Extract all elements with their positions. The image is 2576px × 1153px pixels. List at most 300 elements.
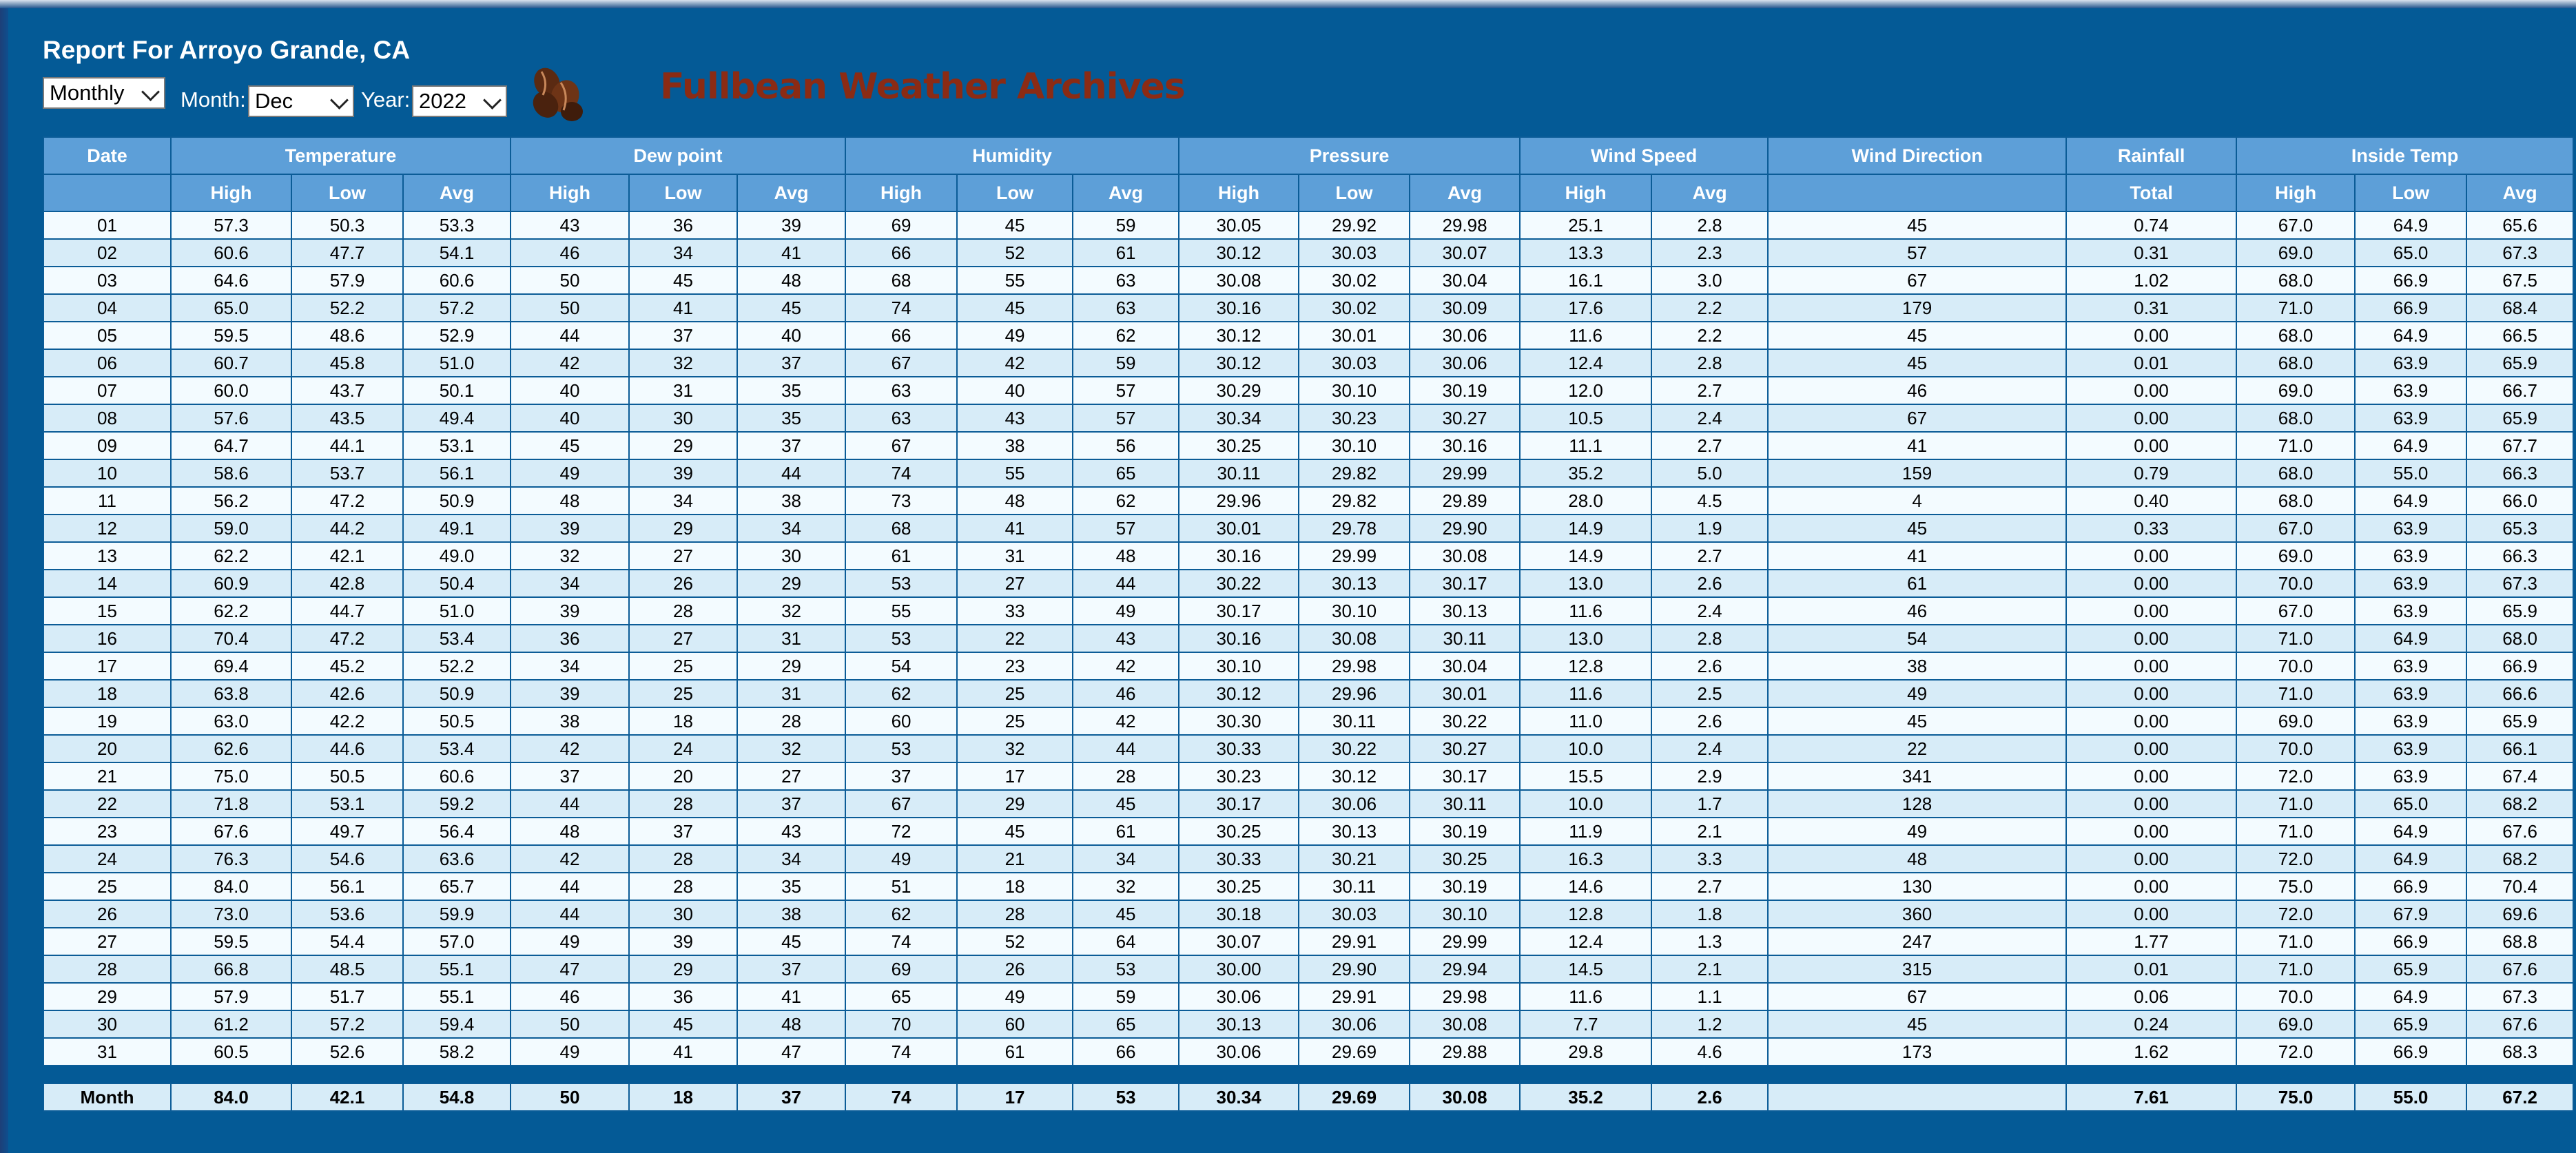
table-row — [43, 267, 2573, 294]
table-cell: 29.8 — [1520, 1038, 1651, 1066]
table-cell: 28 — [43, 955, 171, 983]
table-cell: 2.4 — [1651, 735, 1768, 762]
table-cell: 29 — [737, 570, 845, 597]
table-cell: 12.4 — [1520, 928, 1651, 955]
col-group-wind-direction: Wind Direction — [1768, 137, 2066, 174]
weather-report-table — [43, 136, 2574, 1112]
table-cell: 30.19 — [1410, 377, 1520, 404]
table-cell: 05 — [43, 322, 171, 349]
table-cell: 30.06 — [1179, 1038, 1299, 1066]
table-cell: 2.6 — [1651, 652, 1768, 680]
table-cell: 48 — [511, 487, 629, 515]
table-cell: 34 — [511, 570, 629, 597]
table-cell: 47 — [737, 1038, 845, 1066]
table-cell: 45 — [1768, 1010, 2066, 1038]
table-row — [43, 570, 2573, 597]
table-cell: 65.9 — [2355, 955, 2466, 983]
table-cell: 179 — [1768, 294, 2066, 322]
sub-header-cell: Low — [629, 174, 737, 211]
table-cell: 36 — [511, 625, 629, 652]
month-select-value: Dec — [255, 89, 293, 113]
table-cell: 40 — [957, 377, 1073, 404]
table-cell: 69 — [845, 211, 957, 239]
table-cell: 65 — [845, 983, 957, 1010]
table-cell: 28 — [629, 597, 737, 625]
table-cell: 71.0 — [2236, 294, 2355, 322]
table-cell: 45 — [1073, 790, 1179, 818]
table-cell: 67.7 — [2466, 432, 2573, 459]
sub-header-cell: Avg — [1410, 174, 1520, 211]
table-cell: 30.22 — [1410, 707, 1520, 735]
table-cell: 34 — [737, 515, 845, 542]
table-cell: 30.27 — [1410, 404, 1520, 432]
table-cell: 44 — [511, 873, 629, 900]
table-cell: 12.8 — [1520, 900, 1651, 928]
table-cell: 63.9 — [2355, 680, 2466, 707]
table-cell: 31 — [43, 1038, 171, 1066]
table-cell: 30.19 — [1410, 873, 1520, 900]
table-cell: 30.25 — [1179, 818, 1299, 845]
table-cell: 65 — [1073, 1010, 1179, 1038]
table-row — [43, 873, 2573, 900]
table-cell: 58.2 — [403, 1038, 511, 1066]
table-cell: 45 — [1768, 707, 2066, 735]
table-cell: 59 — [1073, 349, 1179, 377]
table-cell: 66.9 — [2466, 652, 2573, 680]
table-cell: 50 — [511, 267, 629, 294]
table-cell: 27 — [43, 928, 171, 955]
table-cell: 2.6 — [1651, 707, 1768, 735]
table-cell: 29.98 — [1410, 983, 1520, 1010]
table-cell: 26 — [43, 900, 171, 928]
period-select[interactable] — [43, 77, 165, 109]
table-cell: 67.6 — [2466, 818, 2573, 845]
table-row — [43, 432, 2573, 459]
table-cell: 30.13 — [1299, 570, 1410, 597]
table-cell: 30.23 — [1179, 762, 1299, 790]
table-cell: 38 — [1768, 652, 2066, 680]
summary-cell: 42.1 — [291, 1083, 403, 1111]
table-cell: 46 — [511, 983, 629, 1010]
table-cell: 49.1 — [403, 515, 511, 542]
table-cell: 0.00 — [2066, 322, 2236, 349]
table-row — [43, 377, 2573, 404]
table-cell: 0.00 — [2066, 625, 2236, 652]
table-cell: 62 — [845, 900, 957, 928]
month-select[interactable] — [248, 85, 354, 117]
table-cell: 59.9 — [403, 900, 511, 928]
table-cell: 48 — [737, 267, 845, 294]
table-cell: 14.9 — [1520, 542, 1651, 570]
summary-cell: 55.0 — [2355, 1083, 2466, 1111]
table-cell: 64.9 — [2355, 625, 2466, 652]
table-cell: 61.2 — [171, 1010, 291, 1038]
table-cell: 2.1 — [1651, 955, 1768, 983]
table-row — [43, 680, 2573, 707]
table-cell: 59.5 — [171, 928, 291, 955]
table-cell: 60.6 — [171, 239, 291, 267]
table-cell: 26 — [957, 955, 1073, 983]
table-cell: 46 — [511, 239, 629, 267]
table-row — [43, 487, 2573, 515]
table-cell: 63 — [1073, 294, 1179, 322]
table-cell: 29.90 — [1299, 955, 1410, 983]
table-cell: 17.6 — [1520, 294, 1651, 322]
spacer-cell — [43, 1066, 2573, 1083]
sub-header-cell — [43, 174, 171, 211]
table-cell: 66 — [845, 239, 957, 267]
table-cell: 30.33 — [1179, 735, 1299, 762]
chevron-down-icon — [483, 91, 502, 110]
table-cell: 68.0 — [2236, 267, 2355, 294]
table-cell: 53.1 — [403, 432, 511, 459]
table-cell: 56.1 — [403, 459, 511, 487]
table-cell: 30.16 — [1179, 294, 1299, 322]
table-cell: 48 — [1768, 845, 2066, 873]
table-cell: 45 — [1073, 900, 1179, 928]
table-cell: 61 — [1073, 239, 1179, 267]
table-cell: 50.9 — [403, 487, 511, 515]
table-cell: 68 — [845, 515, 957, 542]
table-cell: 30.09 — [1410, 294, 1520, 322]
table-cell: 14.6 — [1520, 873, 1651, 900]
summary-cell: 67.2 — [2466, 1083, 2573, 1111]
table-cell: 35.2 — [1520, 459, 1651, 487]
table-cell: 70 — [845, 1010, 957, 1038]
table-cell: 66.9 — [2355, 928, 2466, 955]
table-cell: 15 — [43, 597, 171, 625]
table-cell: 29.96 — [1179, 487, 1299, 515]
table-cell: 63.9 — [2355, 762, 2466, 790]
table-cell: 64.9 — [2355, 432, 2466, 459]
table-cell: 63.9 — [2355, 404, 2466, 432]
table-cell: 50.9 — [403, 680, 511, 707]
table-cell: 54.4 — [291, 928, 403, 955]
table-cell: 70.0 — [2236, 652, 2355, 680]
table-cell: 41 — [1768, 542, 2066, 570]
table-cell: 30.18 — [1179, 900, 1299, 928]
table-cell: 57.9 — [291, 267, 403, 294]
table-cell: 49.7 — [291, 818, 403, 845]
table-cell: 65.9 — [2355, 1010, 2466, 1038]
table-cell: 2.4 — [1651, 597, 1768, 625]
table-cell: 1.2 — [1651, 1010, 1768, 1038]
table-cell: 360 — [1768, 900, 2066, 928]
table-cell: 29.98 — [1410, 211, 1520, 239]
table-cell: 30.06 — [1410, 349, 1520, 377]
table-cell: 48.5 — [291, 955, 403, 983]
summary-cell: 30.08 — [1410, 1083, 1520, 1111]
col-group-temperature: Temperature — [171, 137, 511, 174]
table-cell: 1.3 — [1651, 928, 1768, 955]
table-cell: 49 — [511, 1038, 629, 1066]
table-cell: 30.11 — [1410, 790, 1520, 818]
table-cell: 2.9 — [1651, 762, 1768, 790]
table-cell: 52.2 — [403, 652, 511, 680]
table-cell: 72.0 — [2236, 762, 2355, 790]
table-cell: 60.6 — [403, 267, 511, 294]
table-cell: 71.0 — [2236, 790, 2355, 818]
group-header-row — [43, 137, 2573, 174]
sub-header-cell: High — [171, 174, 291, 211]
table-cell: 30.21 — [1299, 845, 1410, 873]
table-cell: 59 — [1073, 211, 1179, 239]
table-cell: 67 — [1768, 983, 2066, 1010]
table-cell: 12.8 — [1520, 652, 1651, 680]
table-cell: 37 — [629, 322, 737, 349]
table-cell: 60.7 — [171, 349, 291, 377]
table-cell: 30.08 — [1179, 267, 1299, 294]
table-cell: 62 — [1073, 487, 1179, 515]
table-cell: 0.74 — [2066, 211, 2236, 239]
table-cell: 43 — [957, 404, 1073, 432]
table-cell: 34 — [511, 652, 629, 680]
table-cell: 40 — [737, 322, 845, 349]
spacer-row — [43, 1066, 2573, 1083]
table-cell: 07 — [43, 377, 171, 404]
table-cell: 52.2 — [291, 294, 403, 322]
table-cell: 48.6 — [291, 322, 403, 349]
table-cell: 46 — [1073, 680, 1179, 707]
table-cell: 37 — [737, 432, 845, 459]
table-cell: 64.9 — [2355, 322, 2466, 349]
table-cell: 71.0 — [2236, 928, 2355, 955]
table-cell: 0.00 — [2066, 707, 2236, 735]
table-cell: 30.29 — [1179, 377, 1299, 404]
table-cell: 46 — [1768, 597, 2066, 625]
table-cell: 30.10 — [1299, 377, 1410, 404]
table-cell: 41 — [737, 239, 845, 267]
table-cell: 2.2 — [1651, 322, 1768, 349]
table-cell: 45 — [1768, 322, 2066, 349]
table-cell: 65.0 — [2355, 790, 2466, 818]
table-cell: 30.12 — [1179, 349, 1299, 377]
table-cell: 0.00 — [2066, 570, 2236, 597]
table-cell: 74 — [845, 459, 957, 487]
table-cell: 74 — [845, 294, 957, 322]
table-cell: 08 — [43, 404, 171, 432]
table-cell: 1.62 — [2066, 1038, 2236, 1066]
table-cell: 1.8 — [1651, 900, 1768, 928]
table-cell: 43 — [737, 818, 845, 845]
table-cell: 51.7 — [291, 983, 403, 1010]
table-row — [43, 735, 2573, 762]
table-cell: 66.9 — [2355, 873, 2466, 900]
table-cell: 51.0 — [403, 597, 511, 625]
sub-header-cell: Avg — [1073, 174, 1179, 211]
table-cell: 38 — [511, 707, 629, 735]
table-cell: 59.5 — [171, 322, 291, 349]
table-cell: 66.9 — [2355, 1038, 2466, 1066]
table-cell: 30.34 — [1179, 404, 1299, 432]
table-cell: 69.0 — [2236, 377, 2355, 404]
table-cell: 14.9 — [1520, 515, 1651, 542]
table-cell: 47.2 — [291, 487, 403, 515]
table-cell: 30.10 — [1299, 432, 1410, 459]
table-cell: 57.9 — [171, 983, 291, 1010]
table-cell: 03 — [43, 267, 171, 294]
table-cell: 21 — [957, 845, 1073, 873]
sub-header-cell: Total — [2066, 174, 2236, 211]
table-cell: 11.6 — [1520, 983, 1651, 1010]
table-cell: 27 — [629, 625, 737, 652]
table-cell: 30.06 — [1299, 790, 1410, 818]
table-cell: 29.96 — [1299, 680, 1410, 707]
table-cell: 53 — [845, 735, 957, 762]
table-cell: 39 — [629, 928, 737, 955]
table-cell: 63.8 — [171, 680, 291, 707]
table-row — [43, 404, 2573, 432]
table-cell: 21 — [43, 762, 171, 790]
table-cell: 38 — [737, 487, 845, 515]
table-cell: 65.0 — [171, 294, 291, 322]
table-cell: 68.2 — [2466, 790, 2573, 818]
table-cell: 1.77 — [2066, 928, 2236, 955]
table-cell: 63.9 — [2355, 515, 2466, 542]
table-cell: 5.0 — [1651, 459, 1768, 487]
table-cell: 71.0 — [2236, 955, 2355, 983]
col-group-rainfall: Rainfall — [2066, 137, 2236, 174]
table-row — [43, 349, 2573, 377]
table-cell: 22 — [1768, 735, 2066, 762]
table-cell: 41 — [629, 294, 737, 322]
table-cell: 56 — [1073, 432, 1179, 459]
table-cell: 11.6 — [1520, 597, 1651, 625]
table-cell: 30.12 — [1299, 762, 1410, 790]
table-cell: 61 — [1768, 570, 2066, 597]
chevron-down-icon — [330, 91, 349, 110]
table-cell: 64.9 — [2355, 845, 2466, 873]
table-cell: 12.4 — [1520, 349, 1651, 377]
table-cell: 32 — [957, 735, 1073, 762]
col-group-wind-speed: Wind Speed — [1520, 137, 1768, 174]
table-cell: 44 — [1073, 570, 1179, 597]
table-cell: 30.11 — [1299, 873, 1410, 900]
table-cell: 0.00 — [2066, 762, 2236, 790]
table-cell: 70.0 — [2236, 570, 2355, 597]
table-row — [43, 845, 2573, 873]
table-cell: 47 — [511, 955, 629, 983]
table-cell: 2.7 — [1651, 542, 1768, 570]
table-cell: 49.4 — [403, 404, 511, 432]
table-cell: 29.82 — [1299, 459, 1410, 487]
table-cell: 12.0 — [1520, 377, 1651, 404]
table-row — [43, 459, 2573, 487]
table-cell: 59.0 — [171, 515, 291, 542]
table-cell: 67 — [845, 790, 957, 818]
table-cell: 13 — [43, 542, 171, 570]
table-cell: 28 — [957, 900, 1073, 928]
table-cell: 130 — [1768, 873, 2066, 900]
table-cell: 30.06 — [1410, 322, 1520, 349]
sub-header-cell: Avg — [1651, 174, 1768, 211]
table-cell: 0.33 — [2066, 515, 2236, 542]
year-select[interactable] — [412, 85, 507, 117]
table-cell: 30.33 — [1179, 845, 1299, 873]
table-cell: 68.0 — [2236, 404, 2355, 432]
table-cell: 30.03 — [1299, 349, 1410, 377]
table-cell: 63.9 — [2355, 542, 2466, 570]
sub-header-cell: Low — [1299, 174, 1410, 211]
table-cell: 57.2 — [291, 1010, 403, 1038]
table-cell: 11.1 — [1520, 432, 1651, 459]
table-cell: 32 — [511, 542, 629, 570]
table-cell: 67.3 — [2466, 239, 2573, 267]
table-cell: 32 — [737, 597, 845, 625]
table-cell: 29 — [629, 955, 737, 983]
table-cell: 60 — [845, 707, 957, 735]
table-cell: 45 — [957, 294, 1073, 322]
table-cell: 30.08 — [1299, 625, 1410, 652]
table-cell: 28 — [737, 707, 845, 735]
table-cell: 44.1 — [291, 432, 403, 459]
table-cell: 40 — [511, 404, 629, 432]
table-cell: 27 — [629, 542, 737, 570]
summary-cell: 37 — [737, 1083, 845, 1111]
table-cell: 247 — [1768, 928, 2066, 955]
table-cell: 16.1 — [1520, 267, 1651, 294]
table-cell: 45 — [957, 211, 1073, 239]
summary-cell: 54.8 — [403, 1083, 511, 1111]
table-cell: 74 — [845, 1038, 957, 1066]
table-cell: 30.07 — [1179, 928, 1299, 955]
table-cell: 25 — [629, 680, 737, 707]
table-cell: 30.07 — [1410, 239, 1520, 267]
table-cell: 30.03 — [1299, 900, 1410, 928]
table-cell: 0.00 — [2066, 790, 2236, 818]
table-cell: 7.7 — [1520, 1010, 1651, 1038]
table-cell: 2.1 — [1651, 818, 1768, 845]
table-cell: 72.0 — [2236, 1038, 2355, 1066]
table-cell: 69.0 — [2236, 1010, 2355, 1038]
table-cell: 2.8 — [1651, 349, 1768, 377]
table-cell: 63.9 — [2355, 707, 2466, 735]
table-cell: 72 — [845, 818, 957, 845]
table-cell: 0.00 — [2066, 900, 2236, 928]
table-cell: 11.9 — [1520, 818, 1651, 845]
table-cell: 0.00 — [2066, 542, 2236, 570]
table-cell: 36 — [629, 211, 737, 239]
table-cell: 30.23 — [1299, 404, 1410, 432]
table-cell: 64.9 — [2355, 487, 2466, 515]
table-cell: 46 — [1768, 377, 2066, 404]
table-cell: 17 — [957, 762, 1073, 790]
col-group-humidity: Humidity — [845, 137, 1179, 174]
table-cell: 73.0 — [171, 900, 291, 928]
table-cell: 20 — [629, 762, 737, 790]
table-cell: 45 — [737, 294, 845, 322]
table-cell: 53 — [845, 625, 957, 652]
table-cell: 30.06 — [1299, 1010, 1410, 1038]
table-cell: 64 — [1073, 928, 1179, 955]
table-cell: 59.2 — [403, 790, 511, 818]
table-cell: 0.00 — [2066, 873, 2236, 900]
table-cell: 30.12 — [1179, 322, 1299, 349]
col-group-date: Date — [43, 137, 171, 174]
sub-header-cell: Avg — [737, 174, 845, 211]
table-cell: 63.9 — [2355, 377, 2466, 404]
table-cell: 39 — [737, 211, 845, 239]
table-cell: 75.0 — [2236, 873, 2355, 900]
table-cell: 42 — [1073, 652, 1179, 680]
table-cell: 68.8 — [2466, 928, 2573, 955]
table-cell: 30.22 — [1179, 570, 1299, 597]
table-cell: 55.1 — [403, 955, 511, 983]
table-cell: 29 — [43, 983, 171, 1010]
table-cell: 67 — [1768, 267, 2066, 294]
table-cell: 66.9 — [2355, 294, 2466, 322]
table-cell: 44.2 — [291, 515, 403, 542]
